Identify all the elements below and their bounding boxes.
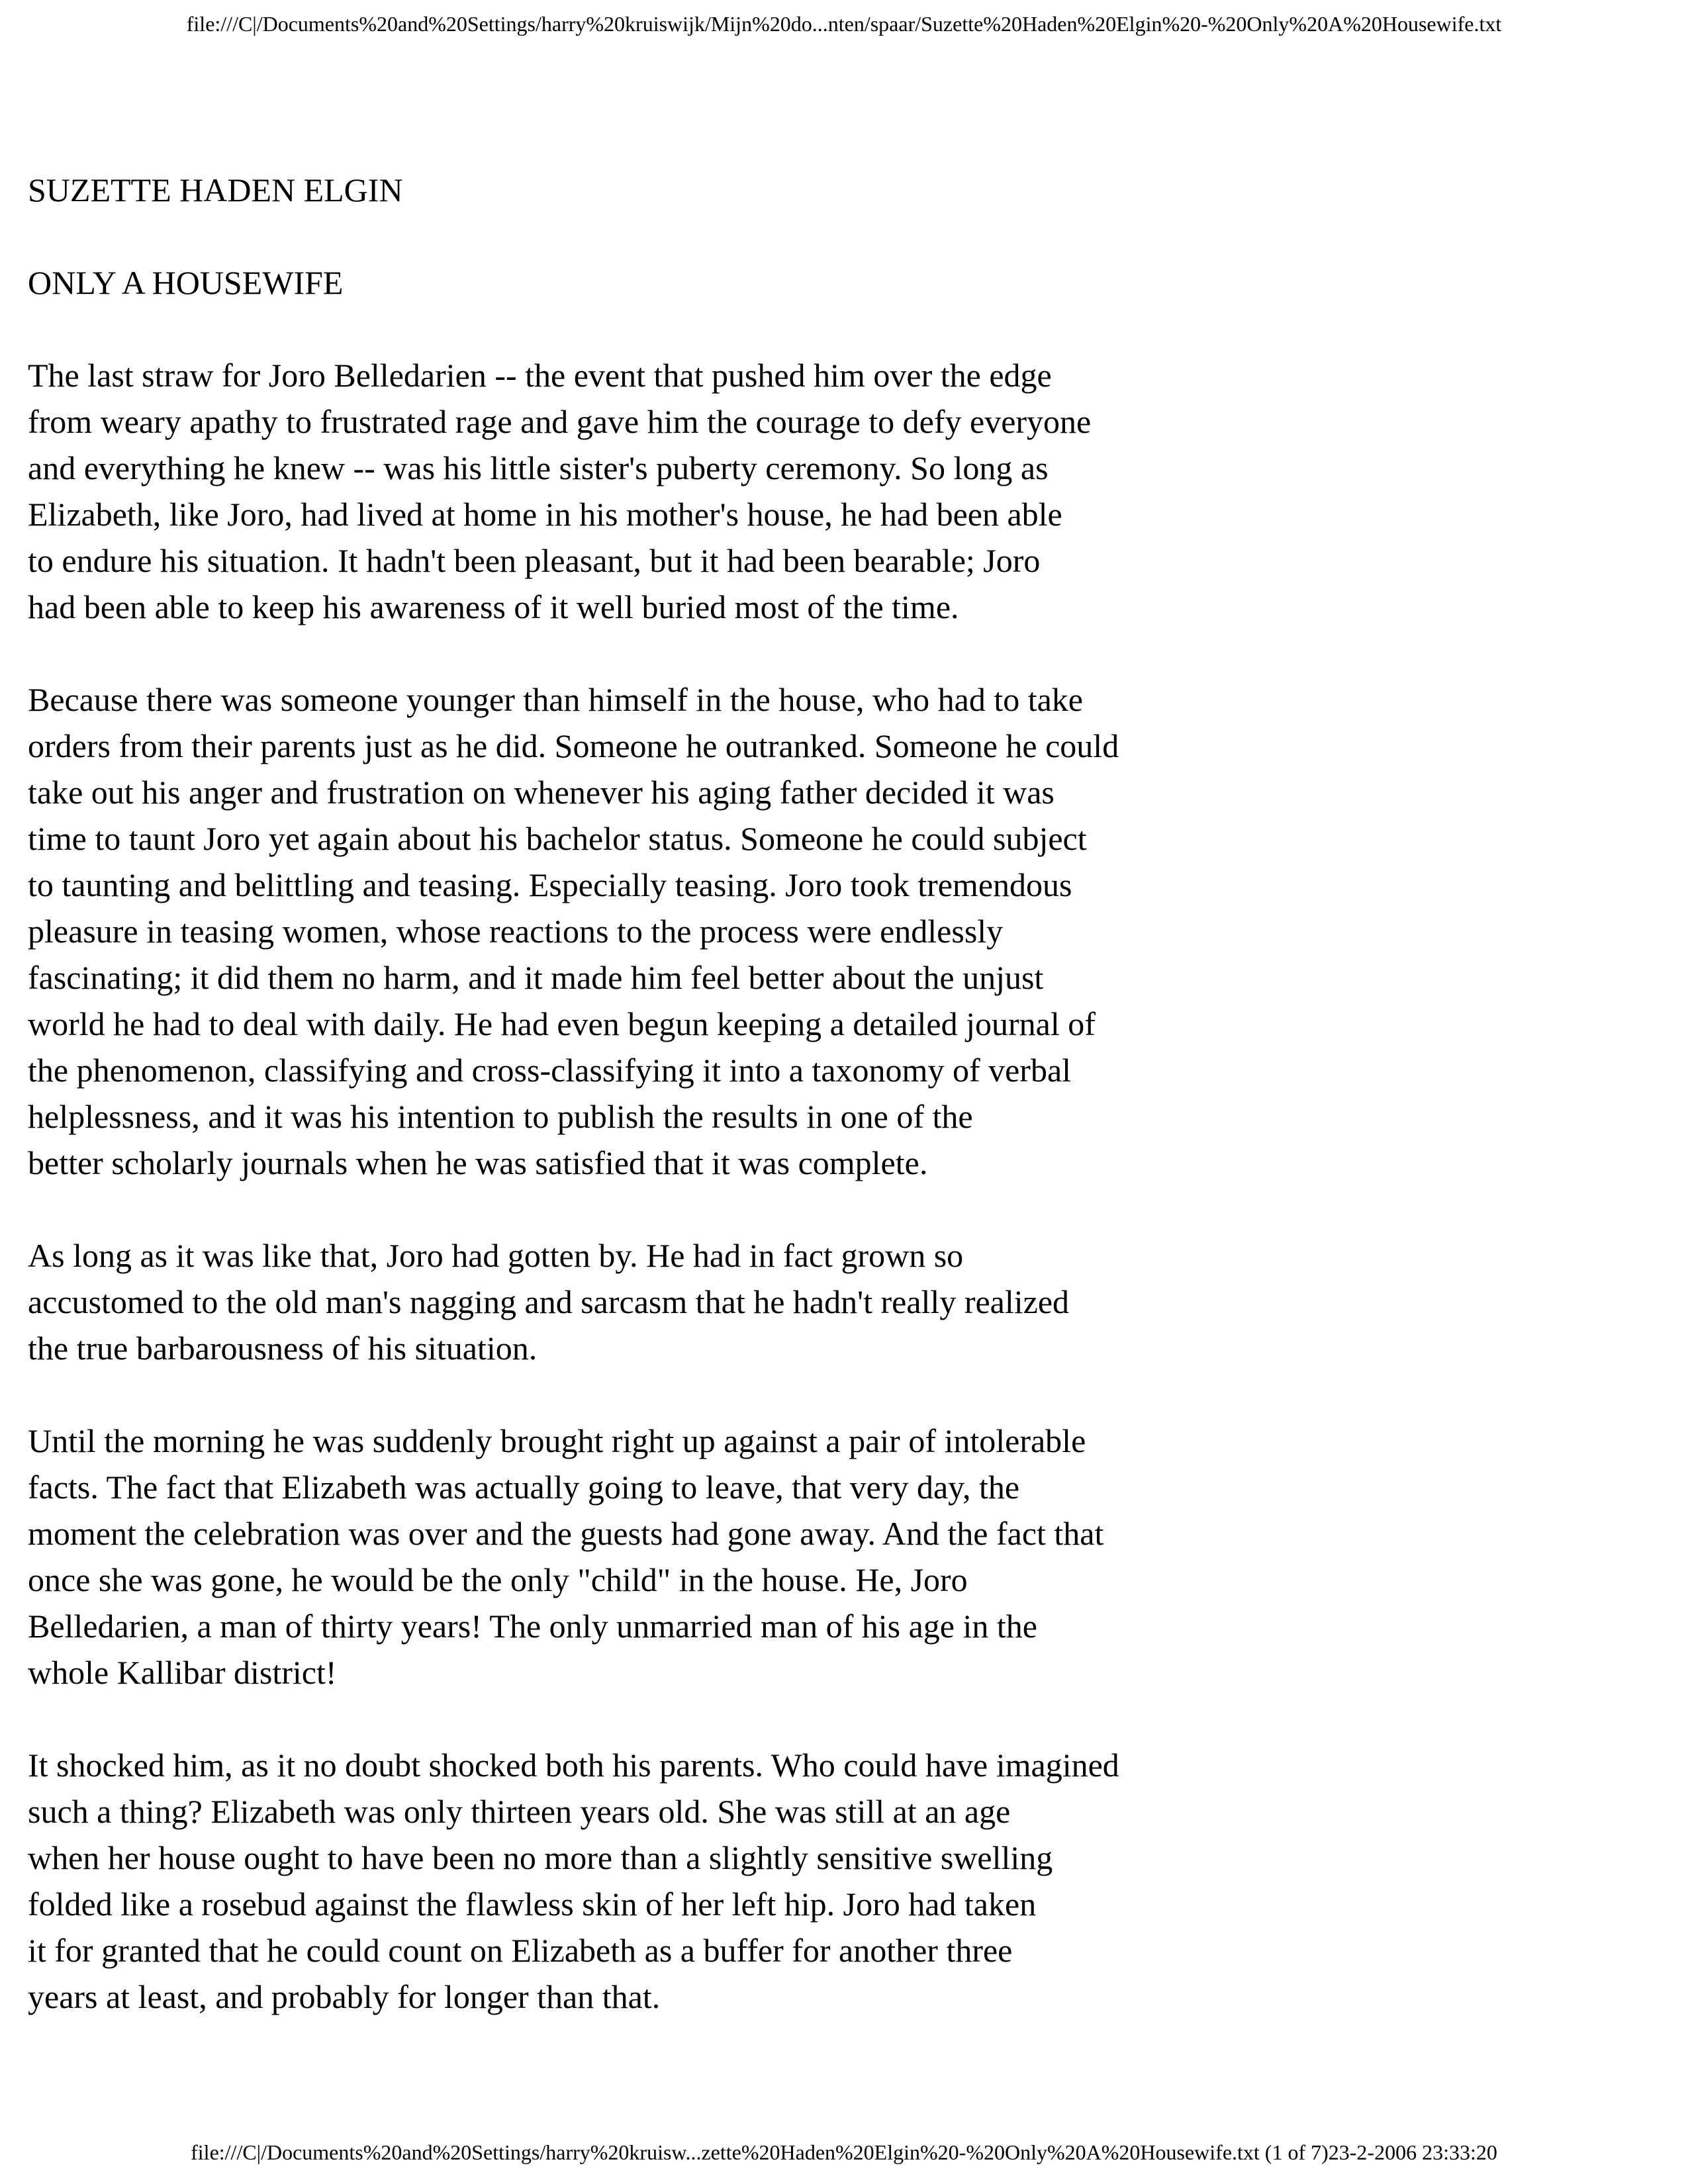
spacer [28,1186,1352,1232]
spacer [28,1696,1352,1742]
text-line: from weary apathy to frustrated rage and gave him the courage to defy everyone [28,403,1092,440]
text-line: better scholarly journals when he was satisfied that it was complete. [28,1144,928,1181]
text-line: time to taunt Joro yet again about his bachelor status. Someone he could subject [28,820,1087,857]
text-line: once she was gone, he would be the only "child" in the house. He, Joro [28,1561,968,1598]
paragraph [28,352,1352,630]
text-line: world he had to deal with daily. He had even begun keeping a detailed journal of [28,1005,1096,1042]
document-body [28,167,1352,2020]
text-line: fascinating; it did them no harm, and it made him feel better about the unjust [28,959,1044,996]
text-line: moment the celebration was over and the guests had gone away. And the fact that [28,1515,1104,1552]
text-line: when her house ought to have been no more than a slightly sensitive swelling [28,1839,1053,1876]
text-line: had been able to keep his awareness of it well buried most of the time. [28,588,959,625]
text-line: helplessness, and it was his intention to publish the results in one of the [28,1098,973,1135]
text-line: to taunting and belittling and teasing. Especially teasing. Joro took tremendous [28,866,1072,903]
paragraph [28,1232,1352,1371]
text-line: The last straw for Joro Belledarien -- the event that pushed him over the edge [28,357,1052,394]
spacer [28,306,1352,352]
paragraph [28,676,1352,1186]
spacer [28,213,1352,259]
text-line: accustomed to the old man's nagging and sarcasm that he hadn't really realized [28,1283,1070,1320]
text-line: such a thing? Elizabeth was only thirteen years old. She was still at an age [28,1793,1011,1830]
paragraph [28,1418,1352,1696]
text-line: and everything he knew -- was his little sister's puberty ceremony. So long as [28,449,1049,486]
spacer [28,1371,1352,1418]
text-line: the true barbarousness of his situation. [28,1330,538,1367]
text-line: it for granted that he could count on Elizabeth as a buffer for another three [28,1932,1013,1969]
header-file-path: file:///C|/Documents%20and%20Settings/harry%20kruiswijk/Mijn%20do...nten/spaar/Suzette%20Haden%20Elgin%20-%20Only%20A%20Housewife.txt [186,12,1502,36]
text-line: Because there was someone younger than himself in the house, who had to take [28,681,1083,718]
text-line: Until the morning he was suddenly brought right up against a pair of intolerable [28,1422,1086,1459]
paragraph [28,1742,1352,2020]
text-line: Elizabeth, like Joro, had lived at home in his mother's house, he had been able [28,496,1062,533]
text-line: Belledarien, a man of thirty years! The only unmarried man of his age in the [28,1608,1037,1645]
footer-file-path: file:///C|/Documents%20and%20Settings/harry%20kruisw...zette%20Haden%20Elgin%20-%20Only%20A%20Housewife.txt (1 of 7)23-2-2006 23:33:20 [191,2140,1497,2164]
text-line: whole Kallibar district! [28,1654,337,1691]
text-line: folded like a rosebud against the flawless skin of her left hip. Joro had taken [28,1886,1037,1923]
story-title: ONLY A HOUSEWIFE [28,264,344,301]
text-line: to endure his situation. It hadn't been pleasant, but it had been bearable; Joro [28,542,1041,579]
text-line: As long as it was like that, Joro had gotten by. He had in fact grown so [28,1237,964,1274]
text-line: pleasure in teasing women, whose reactions to the process were endlessly [28,913,1004,950]
text-line: take out his anger and frustration on whenever his aging father decided it was [28,774,1055,811]
text-line: orders from their parents just as he did. Someone he outranked. Someone he could [28,727,1119,764]
text-line: It shocked him, as it no doubt shocked both his parents. Who could have imagined [28,1747,1119,1784]
text-line: the phenomenon, classifying and cross-classifying it into a taxonomy of verbal [28,1052,1072,1089]
text-line: facts. The fact that Elizabeth was actually going to leave, that very day, the [28,1469,1020,1506]
author-heading: SUZETTE HADEN ELGIN [28,171,403,208]
text-line: years at least, and probably for longer than that. [28,1978,661,2015]
spacer [28,630,1352,676]
